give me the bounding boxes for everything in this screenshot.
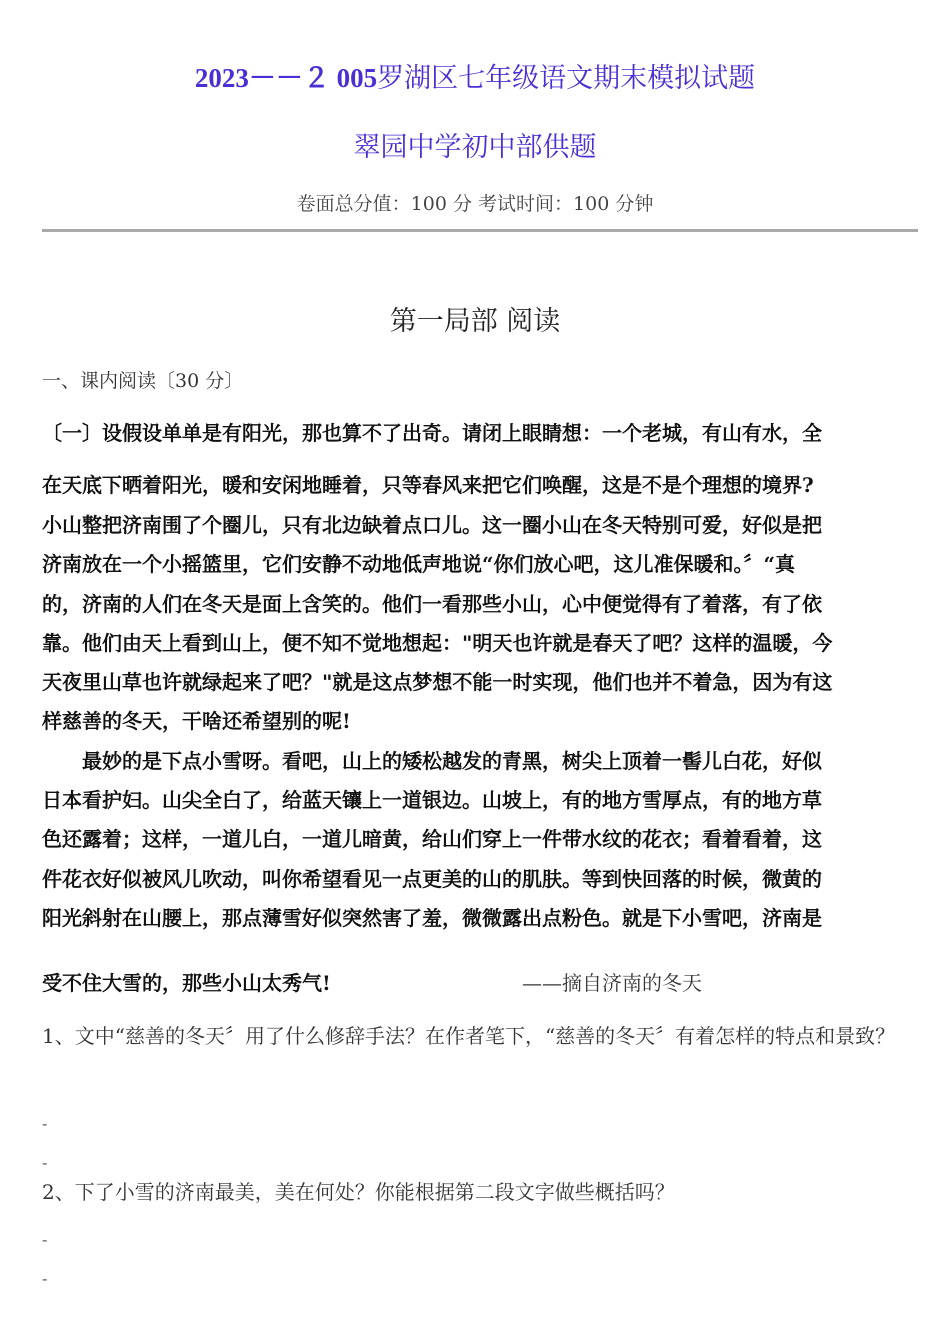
exam-subtitle: 翠园中学初中部供题 xyxy=(353,132,597,163)
passage-line: 天夜里山草也许就绿起来了吧？"就是这点梦想不能一时实现，他们也并不着急，因为有这 xyxy=(42,670,833,694)
passage-line: 小山整把济南围了个圈儿，只有北边缺着点口儿。这一圈小山在冬天特别可爱，好似是把 xyxy=(42,513,822,537)
passage-line: 在天底下晒着阳光，暖和安闲地睡着，只等春风来把它们唤醒，这是不是个理想的境界? xyxy=(42,473,814,497)
exam-title-year: 2023－－２ 005 xyxy=(194,63,378,93)
answer-blank: - xyxy=(42,1114,48,1133)
passage-line: 受不住大雪的，那些小山太秀气! xyxy=(42,971,331,995)
header-divider xyxy=(42,229,918,232)
question-1: 1、文中“慈善的冬天〞用了什么修辞手法？在作者笔下，“慈善的冬天〞有着怎样的特点和景致？ xyxy=(42,1024,896,1048)
exam-meta: 卷面总分值：100 分 考试时间：100 分钟 xyxy=(296,193,654,215)
passage-line: 的，济南的人们在冬天是面上含笑的。他们一看那些小山，心中便觉得有了着落，有了依 xyxy=(42,592,822,616)
part-title: 第一局部 阅读 xyxy=(389,306,561,337)
passage-line: 色还露着；这样，一道儿白，一道儿暗黄，给山们穿上一件带水纹的花衣；看着看着，这 xyxy=(42,827,822,851)
passage-line: 济南放在一个小摇篮里，它们安静不动地低声地说“你们放心吧，这儿准保暖和。〞“真 xyxy=(42,552,796,576)
passage-line: 靠。他们由天上看到山上，便不知不觉地想起："明天也许就是春天了吧？这样的温暖，今 xyxy=(42,631,833,655)
question-2: 2、下了小雪的济南最美，美在何处？你能根据第二段文字做些概括吗？ xyxy=(42,1180,675,1204)
passage-line: 样慈善的冬天，干啥还希望别的呢! xyxy=(42,709,351,733)
exam-title-text: 罗湖区七年级语文期末模拟试题 xyxy=(377,63,756,94)
passage-line: 〔一〕设假设单单是有阳光，那也算不了出奇。请闭上眼睛想：一个老城，有山有水，全 xyxy=(42,421,822,445)
section-heading: 一、课内阅读〔30 分〕 xyxy=(42,370,244,392)
passage-line: 日本看护妇。山尖全白了，给蓝天镶上一道银边。山坡上，有的地方雪厚点，有的地方草 xyxy=(42,788,822,812)
answer-blank: - xyxy=(42,1269,48,1288)
answer-blank: - xyxy=(42,1153,48,1172)
passage-line: 阳光斜射在山腰上，那点薄雪好似突然害了羞，微微露出点粉色。就是下小雪吧，济南是 xyxy=(42,906,822,930)
passage-source: ——摘自济南的冬天 xyxy=(522,971,702,995)
passage-line: 件花衣好似被风儿吹动，叫你希望看见一点更美的山的肌肤。等到快回落的时候，微黄的 xyxy=(42,867,822,891)
exam-title xyxy=(0,58,950,99)
answer-blank: - xyxy=(42,1230,48,1249)
passage-last-line xyxy=(42,968,922,1000)
passage-line: 最妙的是下点小雪呀。看吧，山上的矮松越发的青黑，树尖上顶着一髻儿白花，好似 xyxy=(42,749,822,773)
